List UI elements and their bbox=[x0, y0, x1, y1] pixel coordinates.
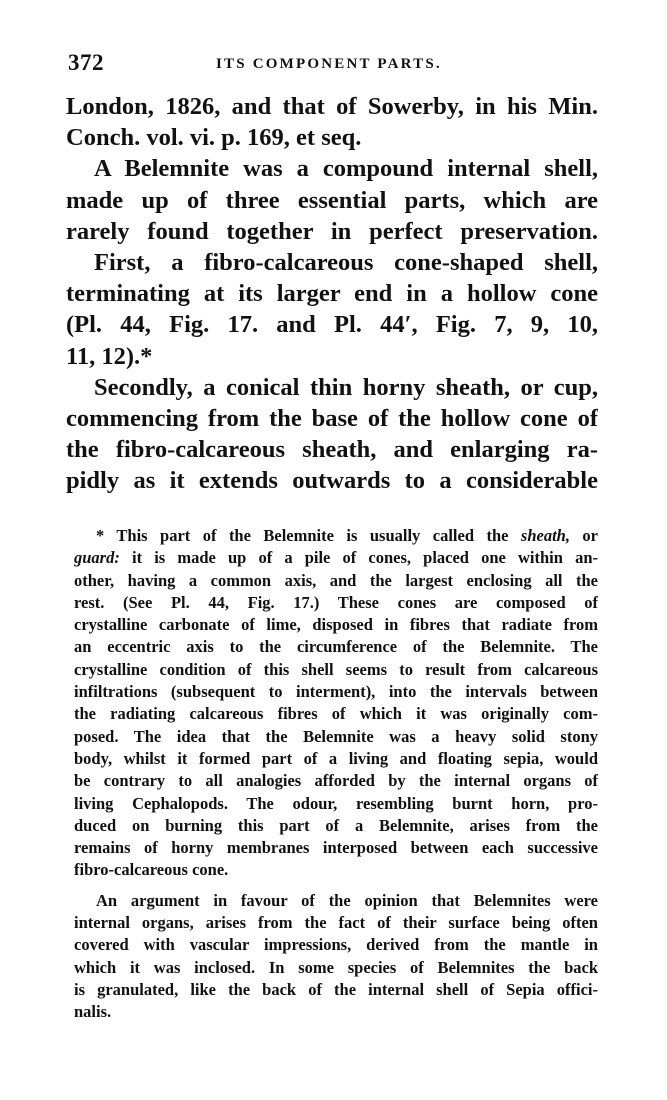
paragraph-gap bbox=[74, 882, 598, 890]
footnote-line: * This part of the Belemnite is usually called the sheath, or bbox=[96, 526, 598, 545]
footnote-line: rest. (See Pl. 44, Fig. 17.) These cones are composed of bbox=[74, 592, 598, 612]
footnote-line: remains of horny membranes interposed between each successive bbox=[74, 838, 598, 858]
footnote-line: be contrary to all analogies afforded by the internal organs of bbox=[74, 771, 598, 791]
text-line: First, a fibro-calcareous cone-shaped shell, bbox=[94, 248, 598, 276]
footnote-line: duced on burning this part of a Belemnite, arises from the bbox=[74, 815, 598, 835]
text-line: (Pl. 44, Fig. 17. and Pl. 44′, Fig. 7, 9, 10, bbox=[66, 311, 598, 339]
footnote-line: An argument in favour of the opinion that Belemnites were bbox=[96, 890, 598, 910]
text-line: A Belemnite was a compound internal shell, bbox=[94, 155, 598, 183]
footnote-line: guard: it is made up of a pile of cones, placed one within an- bbox=[74, 548, 598, 568]
text-line: London, 1826, and that of Sowerby, in his Min. bbox=[66, 93, 598, 120]
main-text bbox=[66, 91, 598, 496]
text-line: pidly as it extends outwards to a considerable bbox=[66, 467, 598, 495]
footnote-line: the radiating calcareous fibres of which it was originally com- bbox=[74, 704, 598, 724]
term-sheath: sheath, bbox=[520, 526, 570, 545]
text-line: made up of three essential parts, which are bbox=[66, 186, 598, 214]
text-line: terminating at its larger end in a hollow cone bbox=[66, 280, 598, 308]
footnote bbox=[74, 525, 598, 1024]
footnote-line: covered with vascular impressions, derived from the mantle in bbox=[74, 935, 598, 955]
footnote-line: fibro-calcareous cone. bbox=[74, 860, 229, 880]
footnote-line: nalis. bbox=[74, 1002, 112, 1022]
text-line: 11, 12).* bbox=[66, 342, 153, 370]
text-line: rarely found together in perfect preservation. bbox=[66, 217, 598, 245]
footnote-line: internal organs, arises from the fact of their surface being often bbox=[74, 913, 598, 933]
page-header bbox=[68, 50, 598, 80]
term-guard: guard: bbox=[74, 548, 120, 568]
running-head: ITS COMPONENT PARTS. bbox=[216, 56, 442, 72]
footnote-line: other, having a common axis, and the largest enclosing all the bbox=[74, 570, 598, 590]
footnote-line: crystalline condition of this shell seems to result from calcareous bbox=[74, 659, 598, 679]
footnote-line: crystalline carbonate of lime, disposed in fibres that radiate from bbox=[74, 615, 598, 635]
page-number: 372 bbox=[68, 50, 104, 75]
footnote-line: body, whilst it formed part of a living and floating sepia, would bbox=[74, 748, 598, 768]
footnote-line: an eccentric axis to the circumference of the Belemnite. The bbox=[74, 637, 598, 657]
footnote-line: which it was inclosed. In some species of Belemnites the back bbox=[74, 957, 598, 977]
text-line: the fibro-calcareous sheath, and enlarging ra- bbox=[66, 436, 598, 464]
footnote-line: posed. The idea that the Belemnite was a heavy solid stony bbox=[74, 726, 598, 746]
text-line: Secondly, a conical thin horny sheath, or cup, bbox=[94, 373, 598, 401]
text-line: commencing from the base of the hollow cone of bbox=[66, 404, 598, 432]
text-line: Conch. vol. vi. p. 169, et seq. bbox=[66, 124, 362, 152]
footnote-line: living Cephalopods. The odour, resembling burnt horn, pro- bbox=[74, 793, 598, 813]
footnote-line: is granulated, like the back of the internal shell of Sepia offici- bbox=[74, 979, 598, 999]
footnote-line: infiltrations (subsequent to interment), into the intervals between bbox=[74, 682, 598, 702]
